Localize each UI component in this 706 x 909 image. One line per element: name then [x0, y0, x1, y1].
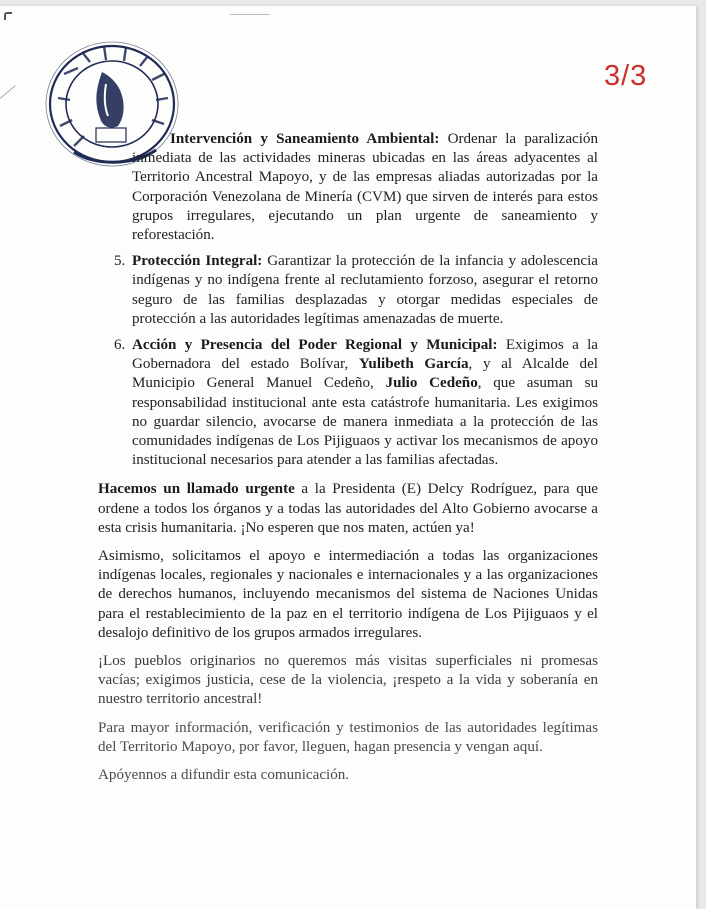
item-heading: Acción y Presencia del Poder Regional y Municipal: [132, 337, 498, 354]
mayor-name: Julio Cedeño [385, 375, 478, 392]
paragraph-text: Para mayor información, verificación y testimonios de las autoridades legítimas del Territorio Mapoyo, por favor, lleguen, hagan presencia y vengan aquí. [98, 719, 598, 755]
item-body: , y al Alcalde del Municipio General Manuel Cedeño, [132, 356, 598, 392]
list-item-4 [98, 130, 598, 245]
item-heading: Intervención y Saneamiento Ambiental: [170, 131, 440, 147]
call-heading: Hacemos un llamado urgente [98, 481, 295, 498]
document-body [98, 130, 598, 794]
paragraph-text: Apóyennos a difundir esta comunicación. [98, 767, 350, 784]
closing-paragraph [98, 766, 598, 785]
item-number: 6. [114, 337, 126, 354]
support-paragraph [98, 547, 598, 643]
info-paragraph [98, 719, 598, 757]
item-body: Ordenar la paralización inmediata de las actividades mineras ubicadas en las áreas adyacentes al Territorio Ancestral Mapoyo, y de las empresas aliadas autorizadas por la Corporación Venezolana de Minería (CVM) que sirven de interés para estos grupos irregulares, ejecutando un plan urgente de saneamiento y reforestación. [132, 131, 599, 244]
item-body: , que asuman su responsabilidad institucional ante esta catástrofe humanitaria. Les exigimos no guardar silencio, avocarse de manera inmediata a la protección de las comunidades indígenas de Los Pijiguaos y activar los mecanismos de apoyo institucional necesarios para atender a las familias afectadas. [132, 375, 598, 469]
page-corner-mark [4, 12, 12, 20]
paragraph-text: a la Presidenta (E) Delcy Rodríguez, para que ordene a todos los órganos y a todas las autoridades del Alto Gobierno avocarse a esta crisis humanitaria. ¡No esperen que nos maten, actúen ya! [98, 481, 598, 536]
fold-mark [0, 85, 16, 99]
paragraph-text: Asimismo, solicitamos el apoyo e intermediación a todas las organizaciones indígenas locales, regionales y nacionales e internacionales y a las organizaciones de derechos humanos, incluyendo mecanismos del sistema de Naciones Unidas para el restablecimiento de la paz en el territorio indígena de Los Pijiguaos y el desalojo definitivo de los grupos armados irregulares. [98, 548, 598, 641]
item-heading: Protección Integral: [132, 253, 263, 270]
list-item-6 [98, 336, 598, 470]
governor-name: Yulibeth García [358, 356, 469, 373]
item-number: 5. [114, 253, 126, 270]
list-item-text [132, 336, 598, 470]
page-number: 3/3 [604, 60, 648, 92]
call-paragraph [98, 480, 598, 538]
item-body: Exigimos a la Gobernadora del estado Bolívar, [132, 337, 598, 373]
scan-artifact-line [230, 14, 270, 15]
paragraph-text: ¡Los pueblos originarios no queremos más visitas superficiales ni promesas vacías; exigimos justicia, cese de la violencia, ¡respeto a la vida y soberanía en nuestro territorio ancestral! [98, 653, 598, 708]
demand-paragraph [98, 652, 598, 710]
list-item-text [132, 130, 598, 245]
item-body: Garantizar la protección de la infancia y adolescencia indígenas y no indígena frente al reclutamiento forzoso, asegurar el retorno seguro de las familias desplazadas y otorgar medidas especiales de protección a las autoridades legítimas amenazadas de muerte. [132, 253, 599, 327]
list-item-5 [98, 252, 598, 329]
list-item-text [132, 252, 598, 329]
